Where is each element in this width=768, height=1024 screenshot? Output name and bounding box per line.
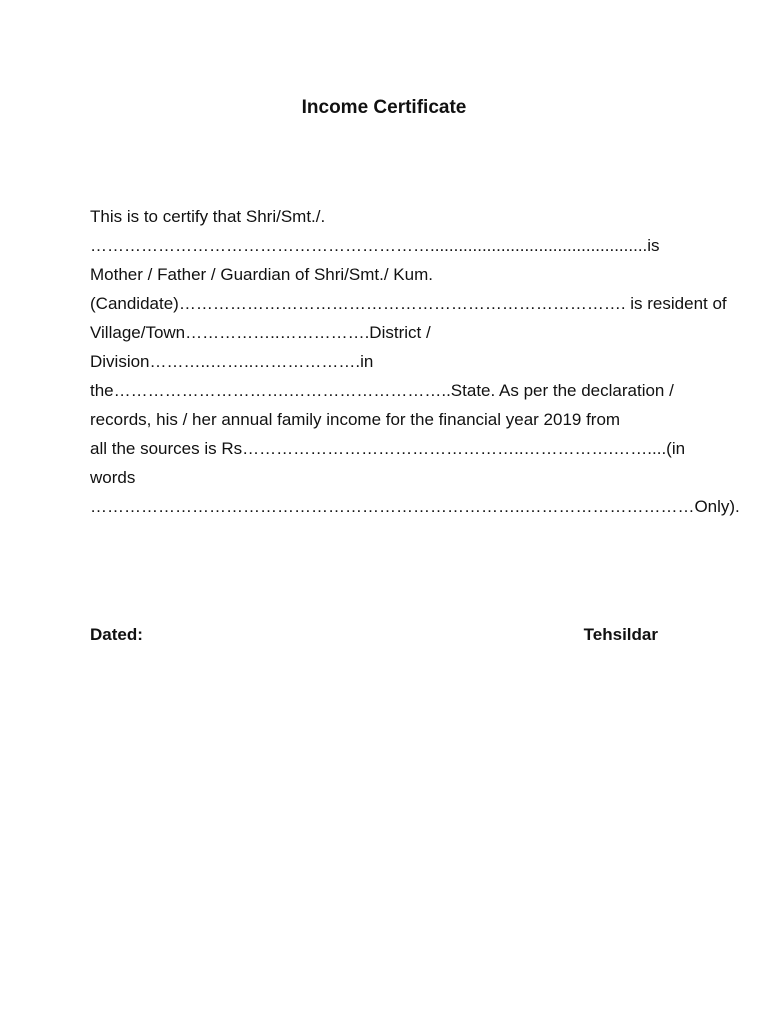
- body-line: words: [90, 468, 136, 487]
- body-line: (Candidate)……………………………………………………………………. is resident of: [90, 294, 727, 313]
- body-line: records, his / her annual family income for the financial year 2019 from: [90, 410, 621, 429]
- body-line: This is to certify that Shri/Smt./.: [90, 207, 326, 226]
- body-line: the………………………….………………………..State. As per the declaration /: [90, 381, 674, 400]
- body-line: …………………………………………………………………..…………………………Only).: [90, 497, 740, 516]
- body-line: ……………………………………………………..............................................is: [90, 236, 660, 255]
- dated-label: Dated:: [90, 625, 143, 644]
- body-line: Village/Town……………..…………….District /: [90, 323, 431, 342]
- document-title: Income Certificate: [301, 97, 467, 118]
- body-line: Mother / Father / Guardian of Shri/Smt./ Kum.: [90, 265, 433, 284]
- body-line: all the sources is Rs…………………………………………..…………….……....(in: [90, 439, 686, 458]
- body-line: Division………..……..……………….in: [90, 352, 374, 371]
- signatory-label: Tehsildar: [583, 625, 658, 644]
